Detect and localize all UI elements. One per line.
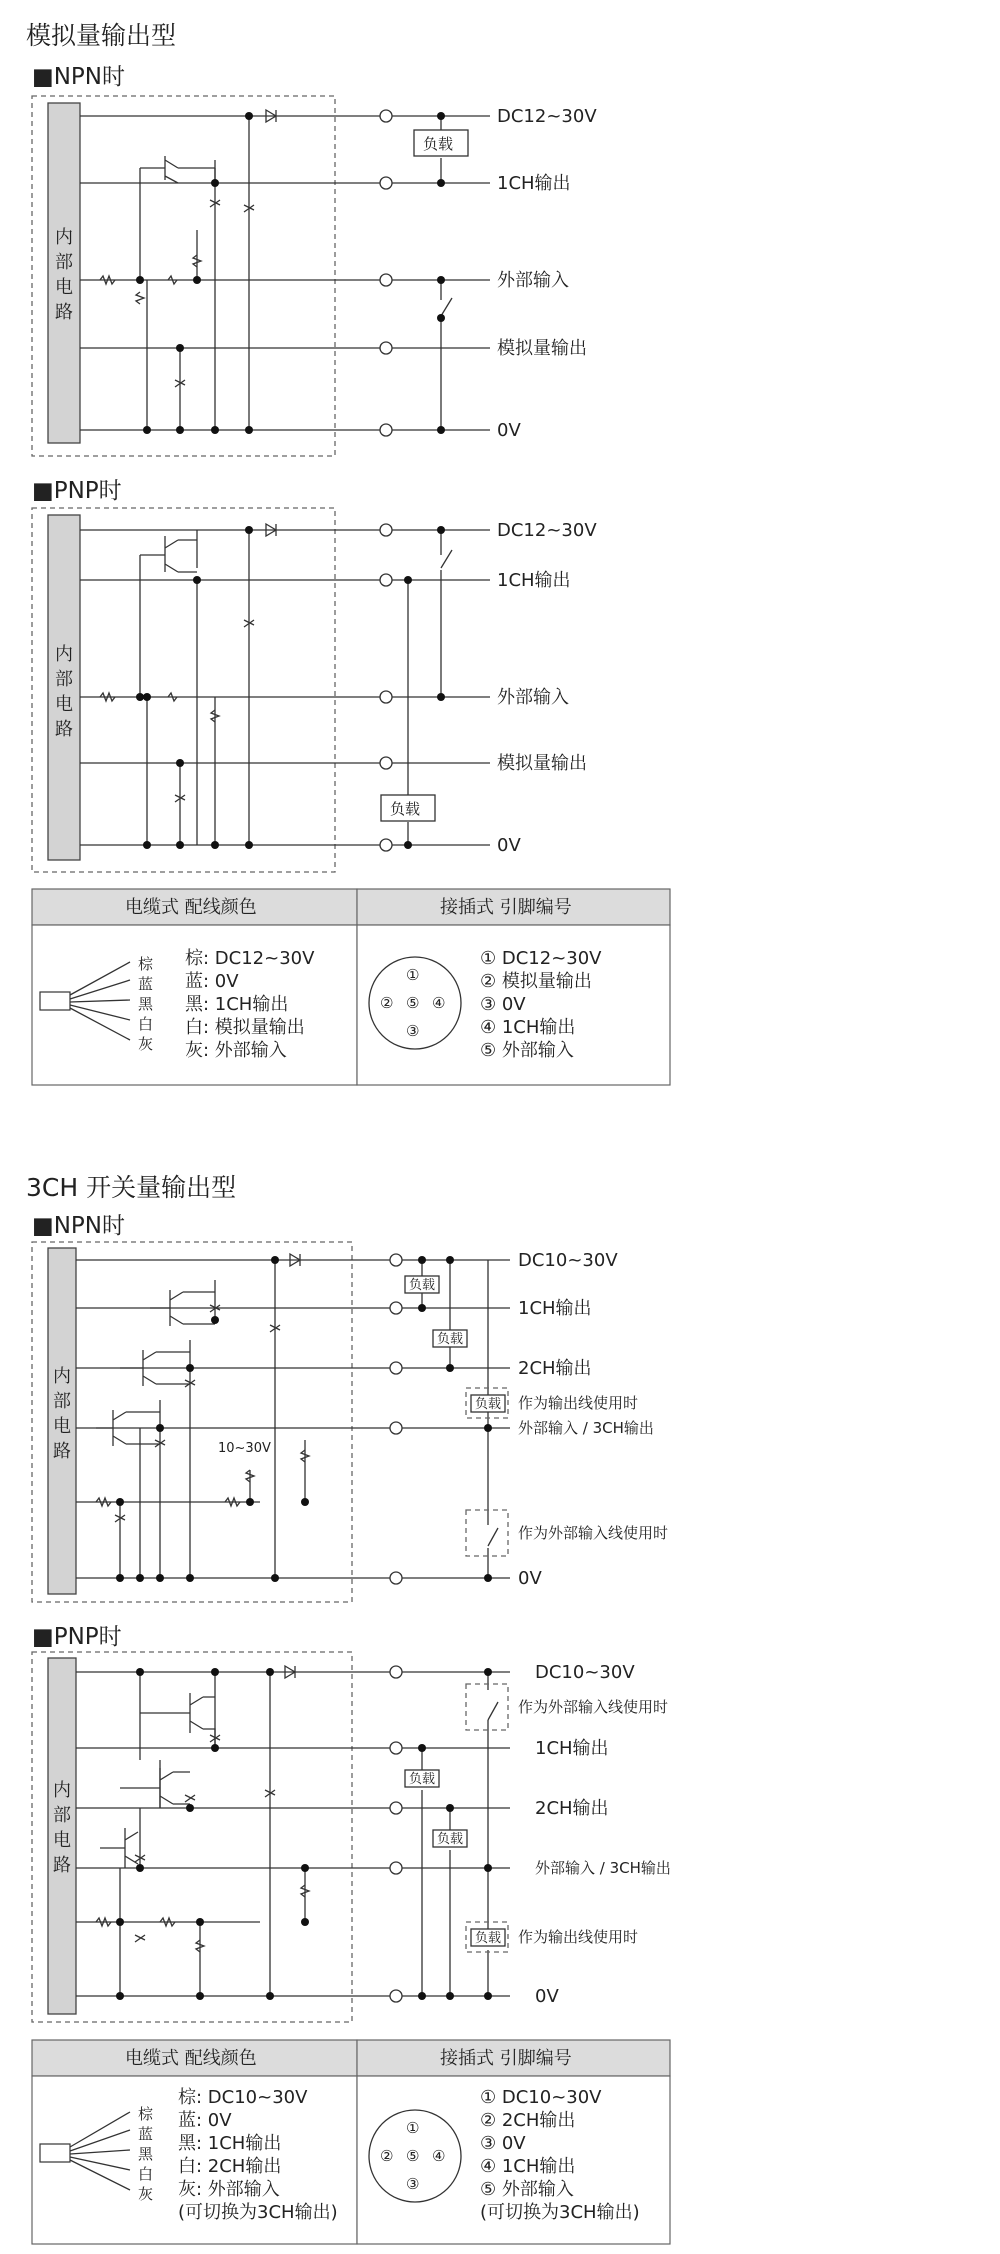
analog-npn-diagram	[32, 64, 597, 456]
terminal-label: 1CH输出	[518, 1298, 592, 1319]
wire-color: 灰	[138, 1035, 154, 1053]
terminal-label: DC10~30V	[518, 1250, 618, 1271]
cable-line: (可切换为3CH输出)	[178, 2202, 338, 2223]
svg-text:③: ③	[406, 2175, 420, 2193]
section-title-analog: 模拟量输出型	[26, 21, 177, 50]
terminal-label: 1CH输出	[497, 570, 571, 591]
cable-line: 蓝: 0V	[185, 971, 239, 992]
switch-pnp-diagram	[32, 1624, 671, 2022]
switch-wiring-table	[32, 2040, 670, 2244]
cable-line: 蓝: 0V	[178, 2110, 232, 2131]
svg-text:②: ②	[380, 2147, 394, 2165]
pin-line: ④ 1CH输出	[480, 1017, 576, 1038]
connector-icon	[369, 2110, 461, 2202]
connector-header: 接插式 引脚编号	[440, 2048, 572, 2069]
block-char: 部	[53, 1805, 71, 1826]
terminal-label: 外部输入	[497, 270, 569, 291]
pin-line: ② 2CH输出	[480, 2110, 576, 2131]
terminal-label: 0V	[497, 835, 521, 856]
wire-color: 白	[138, 2165, 154, 2183]
svg-text:④: ④	[432, 994, 446, 1012]
svg-text:③: ③	[406, 1022, 420, 1040]
terminal-label: 外部输入 / 3CH输出	[535, 1859, 671, 1877]
cable-line: 黑: 1CH输出	[185, 994, 289, 1015]
cable-line: 棕: DC10~30V	[178, 2087, 308, 2108]
note-input: 作为外部输入线使用时	[518, 1698, 669, 1716]
cable-line: 白: 2CH输出	[178, 2156, 282, 2177]
analog-npn-heading: ■NPN时	[32, 64, 126, 90]
pin-line: (可切换为3CH输出)	[480, 2202, 640, 2223]
switch-pnp-heading: ■PNP时	[32, 1624, 122, 1650]
load-label: 负载	[437, 1832, 464, 1847]
cable-line: 白: 模拟量输出	[185, 1017, 305, 1038]
block-char: 电	[53, 1416, 71, 1437]
block-char: 部	[53, 1391, 71, 1412]
section-title-3ch: 3CH 开关量输出型	[26, 1173, 237, 1202]
load-label: 负载	[423, 135, 454, 153]
svg-text:④: ④	[432, 2147, 446, 2165]
cable-header: 电缆式 配线颜色	[125, 897, 257, 918]
voltage-label: 10~30V	[218, 1441, 271, 1456]
switch-npn-diagram	[32, 1213, 668, 1602]
block-char: 部	[55, 669, 73, 690]
cable-line: 黑: 1CH输出	[178, 2133, 282, 2154]
cable-header: 电缆式 配线颜色	[125, 2048, 257, 2069]
block-char: 路	[53, 1855, 71, 1876]
wire-color: 白	[138, 1015, 154, 1033]
terminal-label: 0V	[497, 420, 521, 441]
terminal-label: 2CH输出	[535, 1798, 609, 1819]
pin-line: ⑤ 外部输入	[480, 1040, 574, 1061]
load-label: 负载	[475, 1397, 502, 1412]
block-char: 电	[55, 277, 73, 298]
note-output: 作为输出线使用时	[518, 1394, 639, 1412]
block-char: 内	[53, 1366, 71, 1387]
block-char: 路	[55, 719, 73, 740]
wire-color: 蓝	[138, 975, 154, 993]
pin-line: ① DC10~30V	[480, 2087, 602, 2108]
terminal-label: DC10~30V	[535, 1662, 635, 1683]
analog-pnp-heading: ■PNP时	[32, 478, 122, 504]
load-label: 负载	[409, 1772, 436, 1787]
block-char: 电	[55, 694, 73, 715]
block-char: 内	[55, 227, 73, 248]
pin-line: ⑤ 外部输入	[480, 2179, 574, 2200]
terminal-label: 1CH输出	[535, 1738, 609, 1759]
sensor-boundary	[32, 1652, 352, 2022]
switch-npn-heading: ■NPN时	[32, 1213, 126, 1239]
wire-color: 棕	[138, 955, 154, 973]
pin-line: ① DC12~30V	[480, 948, 602, 969]
terminal-label: 外部输入	[497, 687, 569, 708]
wire-color: 灰	[138, 2185, 154, 2203]
block-char: 路	[53, 1441, 71, 1462]
optional-switch-frame	[466, 1684, 508, 1730]
terminal-label: DC12~30V	[497, 520, 597, 541]
connector-icon	[369, 957, 461, 1049]
cable-line: 灰: 外部输入	[178, 2179, 280, 2200]
terminal-label: 0V	[535, 1986, 559, 2007]
block-char: 内	[53, 1780, 71, 1801]
cable-line: 灰: 外部输入	[185, 1040, 287, 1061]
internal-circuit-block	[48, 103, 80, 443]
analog-pnp-diagram	[32, 478, 597, 872]
note-input: 作为外部输入线使用时	[518, 1524, 669, 1542]
note-output: 作为输出线使用时	[518, 1928, 639, 1946]
analog-wiring-table	[32, 889, 670, 1085]
terminal-label: 2CH输出	[518, 1358, 592, 1379]
terminal-label: DC12~30V	[497, 106, 597, 127]
load-label: 负载	[409, 1278, 436, 1293]
wire-color: 黑	[138, 2145, 154, 2163]
pin-line: ④ 1CH输出	[480, 2156, 576, 2177]
load-label: 负载	[390, 800, 421, 818]
svg-text:⑤: ⑤	[406, 994, 420, 1012]
block-char: 部	[55, 252, 73, 273]
block-char: 内	[55, 644, 73, 665]
terminal-label: 外部输入 / 3CH输出	[518, 1419, 654, 1437]
terminal-label: 0V	[518, 1568, 542, 1589]
svg-text:①: ①	[406, 966, 420, 984]
wire-color: 棕	[138, 2105, 154, 2123]
terminal-label: 1CH输出	[497, 173, 571, 194]
pin-line: ③ 0V	[480, 2133, 526, 2154]
connector-header: 接插式 引脚编号	[440, 897, 572, 918]
block-char: 电	[53, 1830, 71, 1851]
pin-line: ② 模拟量输出	[480, 971, 592, 992]
svg-text:①: ①	[406, 2119, 420, 2137]
pin-line: ③ 0V	[480, 994, 526, 1015]
block-char: 路	[55, 302, 73, 323]
wire-color: 黑	[138, 995, 154, 1013]
sensor-boundary	[32, 1242, 352, 1602]
load-label: 负载	[475, 1931, 502, 1946]
optional-switch-frame	[466, 1510, 508, 1556]
wire-color: 蓝	[138, 2125, 154, 2143]
load-label: 负载	[437, 1332, 464, 1347]
svg-text:②: ②	[380, 994, 394, 1012]
terminal-label: 模拟量输出	[497, 338, 587, 359]
cable-line: 棕: DC12~30V	[185, 948, 315, 969]
terminal-label: 模拟量输出	[497, 753, 587, 774]
svg-text:⑤: ⑤	[406, 2147, 420, 2165]
